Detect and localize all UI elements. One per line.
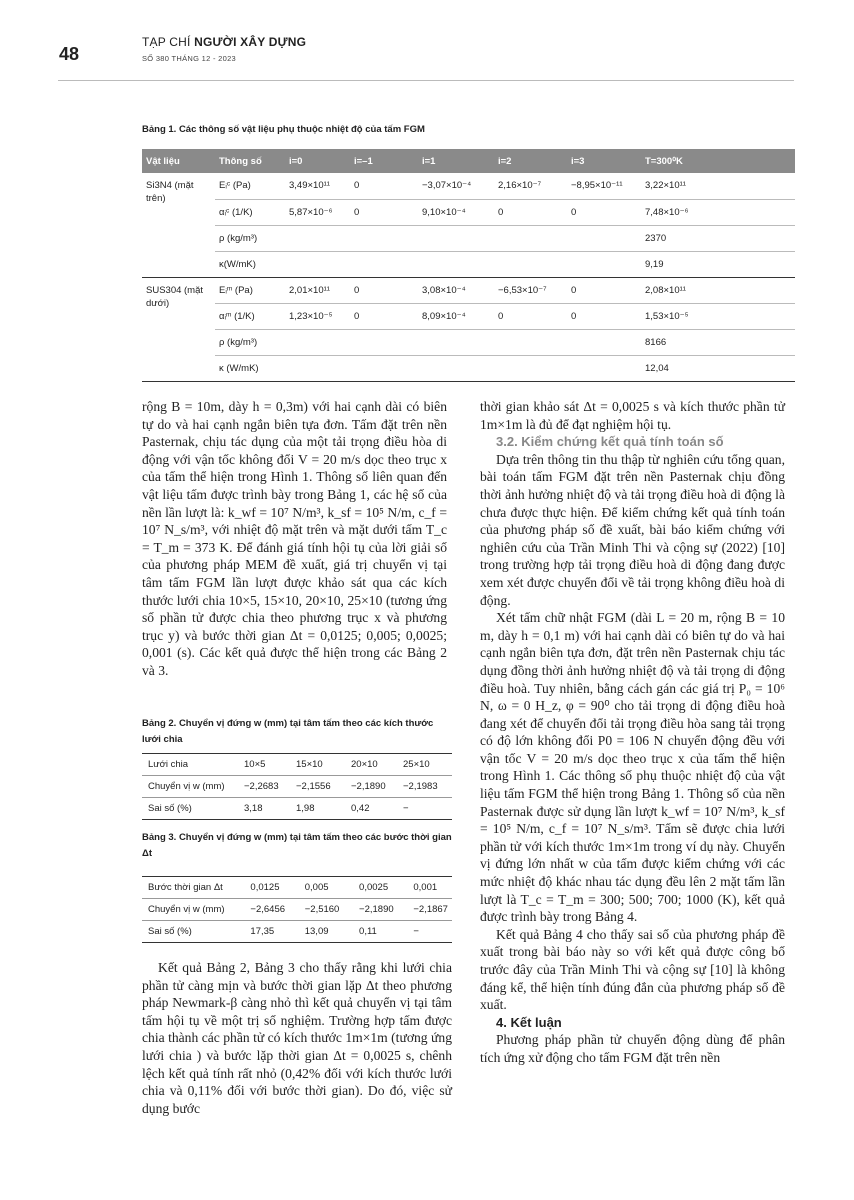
table1-header-cell: Vật liệu: [142, 149, 215, 173]
table1-param: ρ (kg/m³): [215, 329, 285, 355]
table-cell: [418, 251, 494, 277]
table1-caption: Bảng 1. Các thông số vật liệu phụ thuộc nhiệt độ của tấm FGM: [142, 124, 425, 135]
table-cell: −2,1867: [409, 899, 452, 921]
table-row: [142, 225, 795, 251]
table-cell: 25×10: [399, 754, 452, 776]
table-cell: 0: [494, 199, 567, 225]
table-row: [142, 899, 452, 921]
table-cell: −3,07×10⁻⁴: [418, 173, 494, 199]
table-cell: [494, 355, 567, 381]
table-cell: 13,09: [301, 921, 355, 943]
table1-header-cell: i=1: [418, 149, 494, 173]
table-cell: 8,09×10⁻⁴: [418, 303, 494, 329]
table1-header-cell: i=2: [494, 149, 567, 173]
table3: [142, 876, 452, 943]
table-cell: 0: [350, 173, 418, 199]
table-cell: 0,0025: [355, 877, 409, 899]
journal-title: [142, 35, 306, 49]
table-cell: Chuyển vị w (mm): [142, 776, 240, 798]
table-row: [142, 877, 452, 899]
table1-param: αᵢᵐ (1/K): [215, 303, 285, 329]
table-cell: 3,18: [240, 798, 292, 820]
journal-name: NGƯỜI XÂY DỰNG: [194, 35, 307, 49]
page-number: 48: [59, 44, 80, 64]
body-paragraph: Kết quả Bảng 2, Bảng 3 cho thấy rằng khi lưới chia phần tử càng mịn và bước thời gian lặp Δt theo phương pháp Newmark-β càng nhỏ thì kết quả chuyển vị tại tâm tấm hội tụ về một trị số nghiệm. Trường hợp tấm được chia thành các phần tử có kích thước 1m×1m (tương ứng lưới chia ) và bước lặp thời gian Δt = 0,0025 s, chênh lệch kết quả tính rất nhỏ (0,42% đối với kích thước lưới chia và 0,11% đối với bước thời gian). Do đó, việc sử dụng bước: [142, 960, 452, 1116]
table2-caption: Bảng 2. Chuyển vị đứng w (mm) tại tâm tấm theo các kích thước lưới chia: [142, 718, 434, 745]
table-cell: −2,6456: [246, 899, 300, 921]
table-cell: 0,42: [347, 798, 399, 820]
table-cell: 0: [567, 303, 641, 329]
left-column: [142, 398, 447, 680]
table-cell: [567, 225, 641, 251]
table-cell: [285, 225, 350, 251]
section-heading-3-2: 3.2. Kiểm chứng kết quả tính toán số: [496, 434, 724, 450]
table2: [142, 753, 452, 820]
table1-header-cell: i=3: [567, 149, 641, 173]
table-cell: Bước thời gian Δt: [142, 877, 246, 899]
table-row: [142, 921, 452, 943]
table-cell: Sai số (%): [142, 921, 246, 943]
table-cell: [418, 225, 494, 251]
table-cell: 0: [350, 199, 418, 225]
table-cell: [494, 225, 567, 251]
table-row: [142, 355, 795, 381]
issue-info: SỐ 380 THÁNG 12 - 2023: [142, 54, 237, 63]
table-cell: 9,19: [641, 251, 795, 277]
table-cell: −6,53×10⁻⁷: [494, 277, 567, 303]
table1-param: κ (W/mK): [215, 355, 285, 381]
table-cell: 9,10×10⁻⁴: [418, 199, 494, 225]
table-cell: 3,22×10¹¹: [641, 173, 795, 199]
table-cell: 20×10: [347, 754, 399, 776]
table-cell: [567, 355, 641, 381]
table-cell: 1,98: [292, 798, 347, 820]
table-cell: −: [409, 921, 452, 943]
table-cell: −2,1890: [347, 776, 399, 798]
table-cell: [285, 355, 350, 381]
table-row: [142, 199, 795, 225]
table-cell: 5,87×10⁻⁶: [285, 199, 350, 225]
table-cell: 7,48×10⁻⁶: [641, 199, 795, 225]
table1-param: ρ (kg/m³): [215, 225, 285, 251]
body-paragraph: Xét tấm chữ nhật FGM (dài L = 20 m, rộng B = 10 m, dày h = 0,1 m) với hai cạnh dài có biên tự do và hai cạnh ngắn biên tựa đơn, đặt trên nền Pasternak chịu tác dụng đồng thời ảnh hưởng nhiệt độ và tải trọng di động điều hoà. Tuy nhiên, bằng cách gán các giá trị P₀ = 10⁶ N, ω = 0 H_z, φ = 90⁰ cho tải trọng di động điều hoà đang xét để chuyển đổi tải trọng điều hòa sang tải trọng có độ lớn không đổi P0 = 106 N chuyển động đều với vận tốc V = 20 m/s dọc theo trục x của tấm thể hiện trong Hình 1. Các thông số phụ thuộc nhiệt độ của vật liệu tấm FGM thể hiện trong Bảng 1. Thông số của nền Pasternak được sử dụng lần lượt k_wf = 10⁷ N/m³, k_sf = 10⁵ N/m, c_f = 10⁷ N_s/m³. Tấm sẽ được chia lưới phần tử với kích thước 1m×1m trong ví dụ này. Chuyển vị đứng lớn nhất w của tấm được kiểm chứng với các mức nhiệt độ khác nhau tác dụng đều lên 2 mặt tấm lần lượt là T_c = T_m = 300; 500; 700; 1000 (K), kết quả được trình bày trong Bảng 4.: [480, 610, 785, 925]
table1-header-cell: i=–1: [350, 149, 418, 173]
table-row: [142, 329, 795, 355]
table1-param: Eᵢᶜ (Pa): [215, 173, 285, 199]
table1-param: Eᵢᵐ (Pa): [215, 277, 285, 303]
table-row: [142, 277, 795, 303]
table-cell: [494, 329, 567, 355]
table-cell: [494, 251, 567, 277]
body-paragraph: Kết quả Bảng 4 cho thấy sai số của phương pháp đề xuất trong bài báo này so với kết quả được công bố trước đây của Trần Minh Thi và cộng sự [10] là không đáng kể, thể hiện tính đúng đắn của phương pháp số đề xuất.: [480, 926, 785, 1013]
table-cell: −2,5160: [301, 899, 355, 921]
table-cell: −: [399, 798, 452, 820]
journal-prefix: TẠP CHÍ: [142, 35, 191, 49]
table-row: [142, 754, 452, 776]
table-cell: 10×5: [240, 754, 292, 776]
table1-material: Si3N4 (mặt trên): [142, 173, 215, 277]
table-cell: −8,95×10⁻¹¹: [567, 173, 641, 199]
table-cell: −2,1556: [292, 776, 347, 798]
table1: [142, 149, 795, 382]
table-cell: [418, 329, 494, 355]
left-column-bottom: [142, 959, 452, 1117]
right-column: [480, 398, 785, 1067]
table-cell: 3,08×10⁻⁴: [418, 277, 494, 303]
body-paragraph: Dựa trên thông tin thu thập từ nghiên cứu tổng quan, bài toán tấm FGM đặt trên nền Pasternak chịu đồng thời ảnh hưởng nhiệt độ và tải trọng điều hoà di động là chưa được thực hiện. Để kiểm chứng kết quả tính toán của phương pháp số đề xuất, bài báo kiểm chứng với nghiên cứu của Trần Minh Thi và cộng sự (2022) [10] trong trường hợp tải trọng điều hoà di động đang được xem xét được chuyển đổi về tải trọng không điều hoà di động.: [480, 451, 785, 608]
table-cell: 15×10: [292, 754, 347, 776]
table-cell: [285, 251, 350, 277]
table-cell: Lưới chia: [142, 754, 240, 776]
table3-caption: Bảng 3. Chuyển vị đứng w (mm) tại tâm tấm theo các bước thời gian Δt: [142, 832, 452, 859]
table-row: [142, 303, 795, 329]
table-cell: [350, 329, 418, 355]
table1-param: κ(W/mK): [215, 251, 285, 277]
table-cell: 0,005: [301, 877, 355, 899]
table-cell: 8166: [641, 329, 795, 355]
table-cell: [350, 225, 418, 251]
table-row: [142, 173, 795, 199]
table-cell: 0,11: [355, 921, 409, 943]
table-cell: 0,0125: [246, 877, 300, 899]
table-cell: 0: [350, 277, 418, 303]
table1-header-cell: i=0: [285, 149, 350, 173]
body-paragraph: rộng B = 10m, dày h = 0,3m) với hai cạnh dài có biên tự do và hai cạnh ngắn biên tựa đơn. Tấm đặt trên nền Pasternak, chịu tác dụng của một tải trọng điều hòa di động với vận tốc không đổi V = 20 m/s dọc theo trục x của tấm thể hiện trong Hình 1. Thông số liên quan đến vật liệu tấm được trình bày trong Bảng 1, các hệ số của nền lần lượt là: k_wf = 10⁷ N/m³, k_sf = 10⁵ N/m, c_f = 10⁷ N_s/m³, với nhiệt độ mặt trên và mặt dưới tấm T_c = T_m = 373 K. Để đánh giá tính hội tụ của lời giải số của phương pháp MEM đề xuất, giá trị chuyển vị tại tâm tấm FGM lần lượt được khảo sát qua các kích thước lưới chia 10×5, 15×10, 20×10, 25×10 (tương ứng số phần tử được chia theo phương trục x và phương trục y) và bước thời gian Δt = 0,0125; 0,005; 0,0025; 0,001 (s). Các kết quả được thể hiện trong các Bảng 2 và 3.: [142, 399, 447, 678]
table1-material: SUS304 (mặt dưới): [142, 277, 215, 381]
table-cell: 3,49×10¹¹: [285, 173, 350, 199]
table-cell: [418, 355, 494, 381]
table-cell: −2,2683: [240, 776, 292, 798]
table-cell: 0: [494, 303, 567, 329]
body-paragraph: thời gian khảo sát Δt = 0,0025 s và kích thước phần tử 1m×1m là đủ để đạt nghiệm hội tụ.: [480, 399, 785, 432]
table-cell: [567, 251, 641, 277]
table-cell: [285, 329, 350, 355]
body-paragraph: Phương pháp phần tử chuyển động dùng để phân tích ứng xử động cho tấm FGM đặt trên nền: [480, 1032, 785, 1065]
table-row: [142, 798, 452, 820]
table-cell: 12,04: [641, 355, 795, 381]
table-cell: [350, 251, 418, 277]
table-cell: [350, 355, 418, 381]
table-cell: 2370: [641, 225, 795, 251]
table-cell: Chuyển vị w (mm): [142, 899, 246, 921]
table-cell: 2,08×10¹¹: [641, 277, 795, 303]
table-cell: −2,1983: [399, 776, 452, 798]
table-cell: 1,23×10⁻⁵: [285, 303, 350, 329]
table-cell: [567, 329, 641, 355]
table-cell: Sai số (%): [142, 798, 240, 820]
table-row: [142, 251, 795, 277]
table1-header-cell: Thông số: [215, 149, 285, 173]
table-cell: 2,16×10⁻⁷: [494, 173, 567, 199]
table-cell: −2,1890: [355, 899, 409, 921]
table1-header-row: [142, 149, 795, 173]
table-cell: 1,53×10⁻⁵: [641, 303, 795, 329]
table-cell: 2,01×10¹¹: [285, 277, 350, 303]
table-cell: 0: [567, 199, 641, 225]
section-heading-4: 4. Kết luận: [496, 1014, 562, 1030]
header-divider: [58, 80, 794, 81]
table-cell: 17,35: [246, 921, 300, 943]
table1-param: αᵢᶜ (1/K): [215, 199, 285, 225]
table-cell: 0: [567, 277, 641, 303]
table-cell: 0: [350, 303, 418, 329]
table1-header-cell: T=300⁰K: [641, 149, 795, 173]
table-cell: 0,001: [409, 877, 452, 899]
table-row: [142, 776, 452, 798]
